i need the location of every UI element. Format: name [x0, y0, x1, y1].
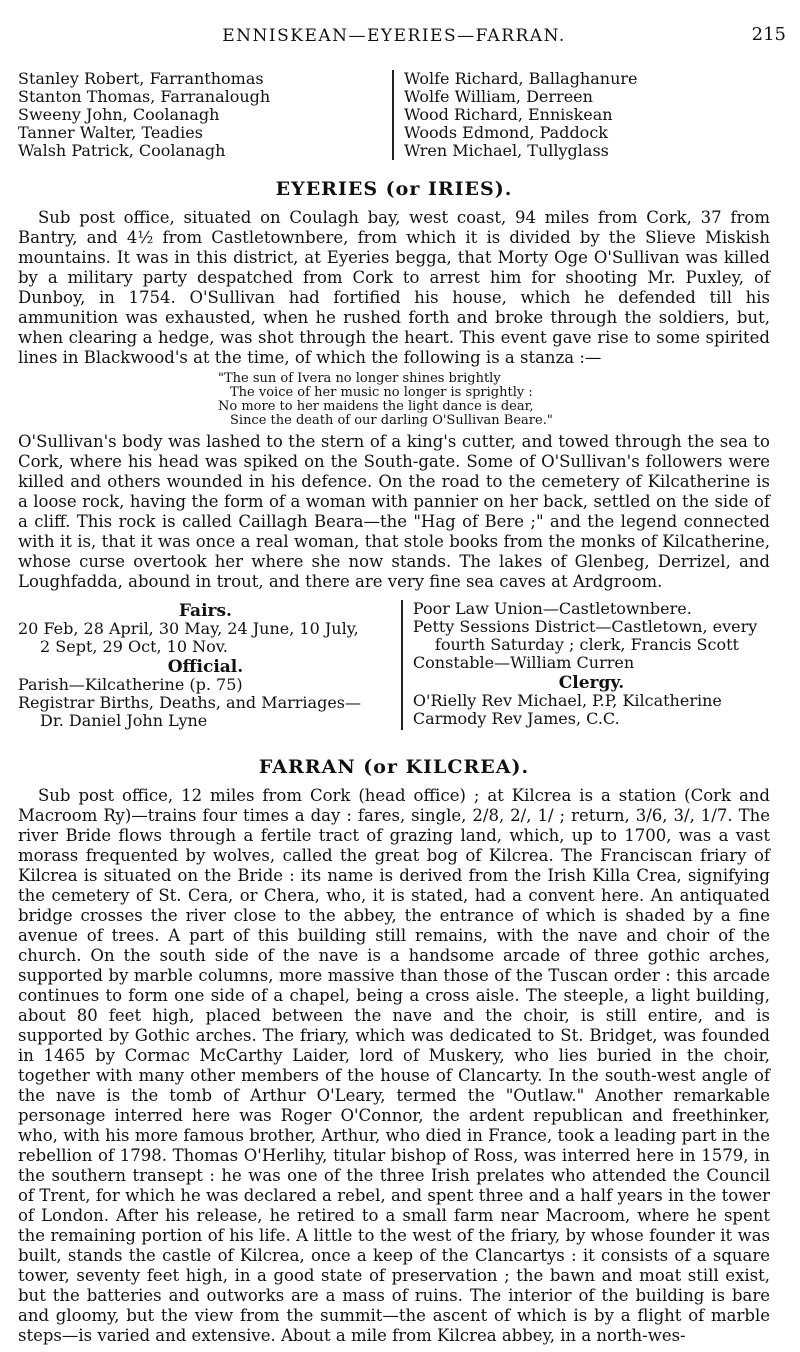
official-line: Parish—Kilcatherine (p. 75): [18, 675, 243, 694]
constable-line: Constable—William Curren: [412, 653, 635, 672]
fairs-dates: 20 Feb, 28 April, 30 May, 24 June, 10 July,: [18, 619, 359, 638]
stanza-line: Since the death of our darling O'Sullivan Beare.": [230, 413, 553, 428]
resident-entry: Stanley Robert, Farranthomas: [18, 69, 264, 88]
stanza-line: No more to her maidens the light dance is dear,: [218, 399, 534, 414]
registrar-name: Dr. Daniel John Lyne: [40, 711, 208, 730]
admin-line-cont: fourth Saturday ; clerk, Francis Scott: [434, 635, 739, 654]
admin-line: Poor Law Union—Castletownbere.: [412, 599, 692, 618]
stanza: [218, 372, 770, 428]
fairs-heading: Fairs.: [178, 601, 232, 621]
resident-entry: Wren Michael, Tullyglass: [404, 141, 609, 160]
clergy-line: Carmody Rev James, C.C.: [412, 709, 620, 728]
admin-clergy-column: [401, 600, 770, 730]
resident-entry: Stanton Thomas, Farranalough: [18, 87, 271, 106]
resident-entry: Walsh Patrick, Coolanagh: [18, 141, 226, 160]
fairs-official-column: [18, 600, 393, 730]
resident-entry: Woods Edmond, Paddock: [404, 123, 608, 142]
page-number: 215: [751, 24, 786, 45]
clergy-heading: Clergy.: [558, 673, 625, 693]
resident-entry: Sweeny John, Coolanagh: [18, 105, 220, 124]
stanza-line: "The sun of Ivera no longer shines brightly: [218, 371, 501, 386]
official-line: Registrar Births, Deaths, and Marriages—: [18, 693, 361, 712]
official-heading: Official.: [167, 657, 244, 677]
farran-heading: FARRAN (or KILCREA).: [258, 756, 530, 778]
resident-entry: Wolfe William, Derreen: [404, 87, 593, 106]
eyeries-directory: [18, 600, 770, 730]
eyeries-heading: EYERIES (or IRIES).: [275, 178, 513, 200]
fairs-dates-cont: 2 Sept, 29 Oct, 10 Nov.: [40, 637, 228, 656]
eyeries-paragraph-1: Sub post office, situated on Coulagh bay, west coast, 94 miles from Cork, 37 from Bantry, and 4½ from Castletownbere, from which it is divided by the Slieve Miskish mountains. It was in this district, at Eyeries begga, that Morty Oge O'Sullivan was killed by a military party despatched from Cork to arrest him for shooting Mr. Puxley, of Dunboy, in 1754. O'Sullivan had fortified his house, which he defended till his ammunition was exhausted, when he rushed forth and broke through the soldiers, but, when clearing a hedge, was shot through the heart. This event gave rise to some spirited lines in Blackwood's at the time, of which the following is a stanza :—: [18, 208, 770, 367]
admin-line: Petty Sessions District—Castletown, every: [412, 617, 758, 636]
residents-right-column: [392, 70, 770, 160]
eyeries-paragraph-2: O'Sullivan's body was lashed to the stern of a king's cutter, and towed through the sea to Cork, where his head was spiked on the South-gate. Some of O'Sullivan's followers were killed and others wounded in his defence. On the road to the cemetery of Kilcatherine is a loose rock, having the form of a woman with pannier on her back, settled on the side of a cliff. This rock is called Caillagh Beara—the "Hag of Bere ;" and the legend connected with it is, that it was once a real woman, that stole books from the monks of Kilcatherine, whose curse overtook her where she now stands. The lakes of Glenbeg, Derrizel, and Loughfadda, abound in trout, and there are very fine sea caves at Ardgroom.: [18, 432, 770, 591]
running-header: [18, 10, 786, 46]
page-title: ENNISKEAN—EYERIES—FARRAN.: [222, 26, 566, 46]
resident-entry: Wood Richard, Enniskean: [404, 105, 613, 124]
resident-entry: Tanner Walter, Teadies: [18, 123, 203, 142]
resident-entry: Wolfe Richard, Ballaghanure: [404, 69, 638, 88]
farran-paragraph: Sub post office, 12 miles from Cork (head office) ; at Kilcrea is a station (Cork and Macroom Ry)—trains four times a day : fares, single, 2/8, 2/, 1/ ; return, 3/6, 3/, 1/7. The river Bride flows through a fertile tract of grazing land, which, up to 1700, was a vast morass frequented by wolves, called the great bog of Kilcrea. The Franciscan friary of Kilcrea is situated on the Bride : its name is derived from the Irish Killa Crea, signifying the cemetery of St. Cera, or Chera, who, it is stated, had a convent here. An antiquated bridge crosses the river close to the abbey, the entrance of which is shaded by a fine avenue of trees. A part of this building still remains, with the nave and choir of the church. On the south side of the nave is a handsome arcade of three gothic arches, supported by marble columns, more massive than those of the Tuscan order : this arcade continues to form one side of a chapel, being a cross aisle. The steeple, a light building, about 80 feet high, placed between the nave and the choir, is still entire, and is supported by Gothic arches. The friary, which was dedicated to St. Bridget, was founded in 1465 by Cormac McCarthy Laider, lord of Muskery, who lies buried in the choir, together with many other members of the house of Clancarty. In the south-west angle of the nave is the tomb of Arthur O'Leary, termed the "Outlaw." Another remarkable personage interred here was Roger O'Connor, the ardent republican and freethinker, who, with his more famous brother, Arthur, who died in France, took a leading part in the rebellion of 1798. Thomas O'Herlihy, titular bishop of Ross, was interred here in 1579, in the southern transept : he was one of the three Irish prelates who attended the Council of Trent, for which he was declared a rebel, and spent three and a half years in the tower of London. After his release, he retired to a small farm near Macroom, where he spent the remaining portion of his life. A little to the west of the friary, by whose founder it was built, stands the castle of Kilcrea, once a keep of the Clancartys : it consists of a square tower, seventy feet high, in a good state of preservation ; the bawn and moat still exist, but the batteries and outworks are a mass of ruins. The interior of the building is bare and gloomy, but the view from the summit—the ascent of which is by a flight of marble steps—is varied and extensive. About a mile from Kilcrea abbey, in a north-wes-: [18, 786, 770, 1345]
clergy-line: O'Rielly Rev Michael, P.P, Kilcatherine: [412, 691, 722, 710]
enniskean-residents-list: [18, 70, 770, 160]
stanza-line: The voice of her music no longer is sprightly :: [230, 385, 533, 400]
residents-left-column: [18, 70, 384, 160]
